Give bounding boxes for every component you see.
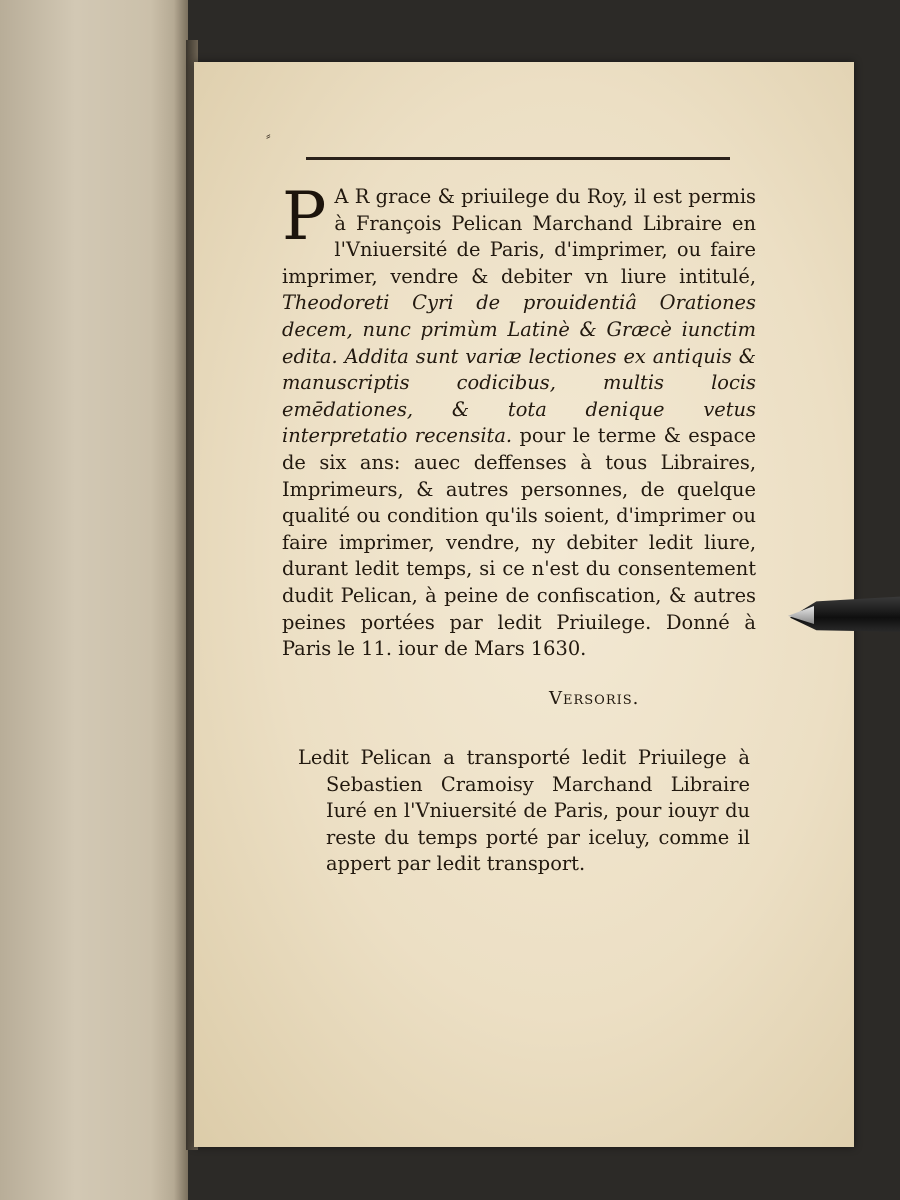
privilege-text-pre: A R grace & priuilege du Roy, il est permis à François Pelican Marchand Libraire en l'Vniuersité de Paris, d'imprimer, ou faire imprimer, vendre & debiter vn liure intitulé, — [282, 185, 756, 288]
header-rule — [306, 157, 730, 160]
privilege-text-post: pour le terme & espace de six ans: auec deffenses à tous Libraires, Imprimeurs, & autres personnes, de quelque qualité ou condition qu'ils soient, d'imprimer ou faire imprimer, vendre, ny debiter ledit liure, durant ledit temps, si ce n'est du consentement dudit Pelican, à peine de confiscation, & autres peines portées par ledit Priuilege. Donné à Paris le 11. iour de Mars 1630. — [282, 424, 757, 661]
drop-cap: P — [282, 178, 327, 255]
left-page-blank — [0, 0, 188, 1200]
privilege-text — [282, 178, 757, 663]
signature: Versoris. — [549, 688, 640, 709]
transfer-text: Ledit Pelican a transporté ledit Priuilege à Sebastien Cramoisy Marchand Libraire Iuré en l'Vniuersité de Paris, pour iouyr du reste du temps porté par iceluy, comme il appert par ledit transport. — [298, 746, 750, 875]
transfer-note — [298, 745, 750, 878]
page-mark: ⸗ — [266, 128, 271, 144]
book-page — [194, 62, 854, 1147]
book-title-italic: Theodoreti Cyri de prouidentiâ Orationes decem, nunc primùm Latinè & Græcè iunctim edita. Addita sunt variæ lectiones ex antiquis & manuscriptis codicibus, multis locis emēdationes, & tota denique vetus interpretatio recensita. — [282, 291, 756, 448]
